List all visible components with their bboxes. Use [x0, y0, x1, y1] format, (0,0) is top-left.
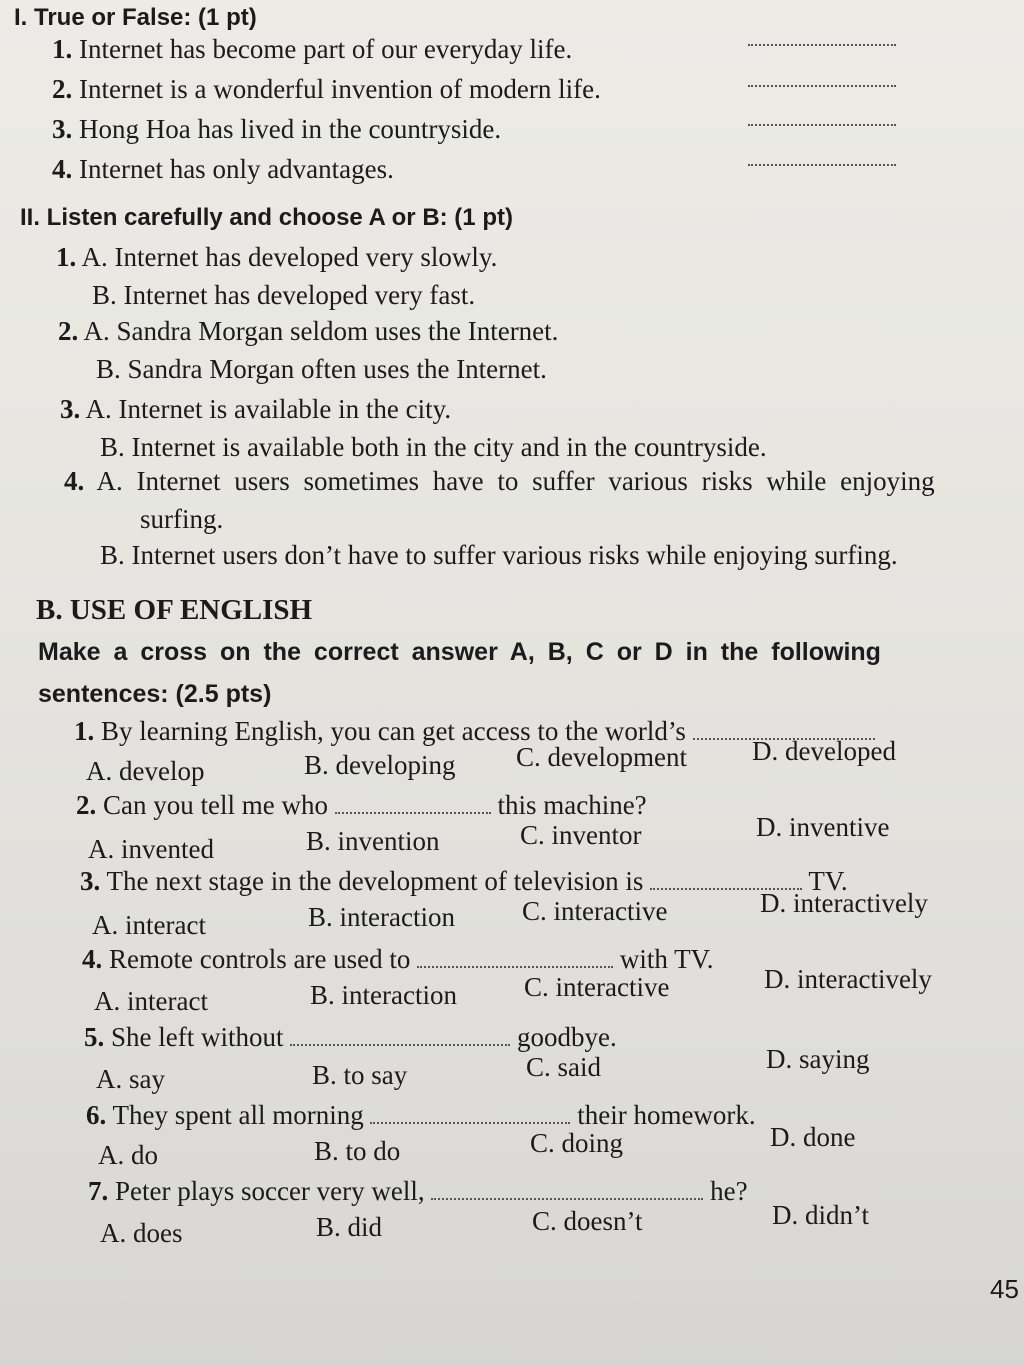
mc-q6-blank[interactable] — [370, 1104, 570, 1124]
mc-q6-option-b[interactable]: B. to do — [314, 1136, 401, 1166]
mc-question-6: 6. They spent all morning their homework. — [86, 1100, 756, 1130]
mc-q4-blank[interactable] — [417, 948, 613, 968]
mc-q5-blank[interactable] — [290, 1026, 510, 1046]
mc-q4-option-d[interactable]: D. interactively — [764, 964, 932, 994]
tf-item-1: 1. Internet has become part of our everyday life. — [52, 34, 573, 64]
tf-answer-line-4[interactable] — [748, 164, 896, 166]
mc-q1-option-b[interactable]: B. developing — [304, 750, 456, 780]
listen-q1-option-b[interactable]: B. Internet has developed very fast. — [92, 280, 476, 310]
mc-q3-option-a[interactable]: A. interact — [92, 910, 206, 940]
mc-q2-option-c[interactable]: C. inventor — [520, 820, 642, 850]
mc-q5-option-c[interactable]: C. said — [526, 1052, 602, 1082]
mc-q6-option-d[interactable]: D. done — [770, 1122, 856, 1152]
mc-q2-option-a[interactable]: A. invented — [88, 834, 214, 864]
mc-q6-option-c[interactable]: C. doing — [530, 1128, 624, 1158]
tf-item-2: 2. Internet is a wonderful invention of modern life. — [52, 74, 601, 104]
mc-q7-option-a[interactable]: A. does — [100, 1218, 183, 1248]
mc-q3-blank[interactable] — [650, 870, 802, 890]
mc-q5-option-a[interactable]: A. say — [96, 1064, 165, 1094]
tf-item-4: 4. Internet has only advantages. — [52, 154, 394, 184]
mc-q2-option-b[interactable]: B. invention — [306, 826, 440, 856]
mc-question-2: 2. Can you tell me who this machine? — [76, 790, 647, 820]
page-number: 45 — [990, 1274, 1019, 1304]
mc-q1-option-a[interactable]: A. develop — [86, 756, 205, 786]
mc-q2-blank[interactable] — [335, 794, 491, 814]
section-1-heading: I. True or False: (1 pt) — [14, 4, 257, 31]
mc-q7-option-b[interactable]: B. did — [316, 1212, 383, 1242]
mc-q7-option-c[interactable]: C. doesn’t — [532, 1206, 643, 1236]
mc-q7-blank[interactable] — [431, 1180, 703, 1200]
section-2-heading: II. Listen carefully and choose A or B: (1 pt) — [20, 204, 513, 231]
mc-q1-option-c[interactable]: C. development — [516, 742, 687, 772]
mc-q5-option-d[interactable]: D. saying — [766, 1044, 870, 1074]
mc-question-1: 1. By learning English, you can get access to the world’s — [74, 716, 875, 747]
section-b-title: B. USE OF ENGLISH — [36, 594, 313, 626]
section-b-instruction-cont: sentences: (2.5 pts) — [38, 680, 272, 708]
mc-q6-option-a[interactable]: A. do — [98, 1140, 158, 1170]
mc-q3-option-c[interactable]: C. interactive — [522, 896, 668, 926]
mc-q2-option-d[interactable]: D. inventive — [756, 812, 890, 842]
mc-question-7: 7. Peter plays soccer very well, he? — [88, 1176, 748, 1206]
mc-question-3: 3. The next stage in the development of television is TV. — [80, 866, 848, 896]
section-b-instruction: Make a cross on the correct answer A, B, C or D in the following — [38, 638, 881, 666]
tf-answer-line-1[interactable] — [748, 44, 896, 46]
listen-q4-option-a[interactable]: 4. A. Internet users sometimes have to suffer various risks while enjoying — [64, 466, 935, 496]
tf-answer-line-2[interactable] — [748, 85, 896, 87]
mc-q4-option-a[interactable]: A. interact — [94, 986, 208, 1016]
listen-q2-option-b[interactable]: B. Sandra Morgan often uses the Internet. — [96, 354, 547, 384]
mc-q5-option-b[interactable]: B. to say — [312, 1060, 408, 1090]
mc-q7-option-d[interactable]: D. didn’t — [772, 1200, 870, 1230]
mc-q4-option-c[interactable]: C. interactive — [524, 972, 670, 1002]
mc-q3-option-b[interactable]: B. interaction — [308, 902, 455, 932]
listen-q4-option-a-continued: surfing. — [140, 504, 224, 534]
mc-q3-option-d[interactable]: D. interactively — [760, 888, 928, 918]
tf-item-3: 3. Hong Hoa has lived in the countryside. — [52, 114, 502, 144]
mc-q4-option-b[interactable]: B. interaction — [310, 980, 457, 1010]
mc-question-5: 5. She left without goodbye. — [84, 1022, 617, 1052]
listen-q4-option-b[interactable]: B. Internet users don’t have to suffer various risks while enjoying surfing. — [100, 540, 898, 570]
listen-q2-option-a[interactable]: 2. A. Sandra Morgan seldom uses the Internet. — [58, 316, 559, 346]
mc-question-4: 4. Remote controls are used to with TV. — [82, 944, 714, 974]
listen-q3-option-b[interactable]: B. Internet is available both in the city and in the countryside. — [100, 432, 767, 462]
listen-q1-option-a[interactable]: 1. A. Internet has developed very slowly. — [56, 242, 498, 272]
tf-answer-line-3[interactable] — [748, 124, 896, 126]
listen-q3-option-a[interactable]: 3. A. Internet is available in the city. — [60, 394, 452, 424]
mc-q1-option-d[interactable]: D. developed — [752, 736, 896, 766]
